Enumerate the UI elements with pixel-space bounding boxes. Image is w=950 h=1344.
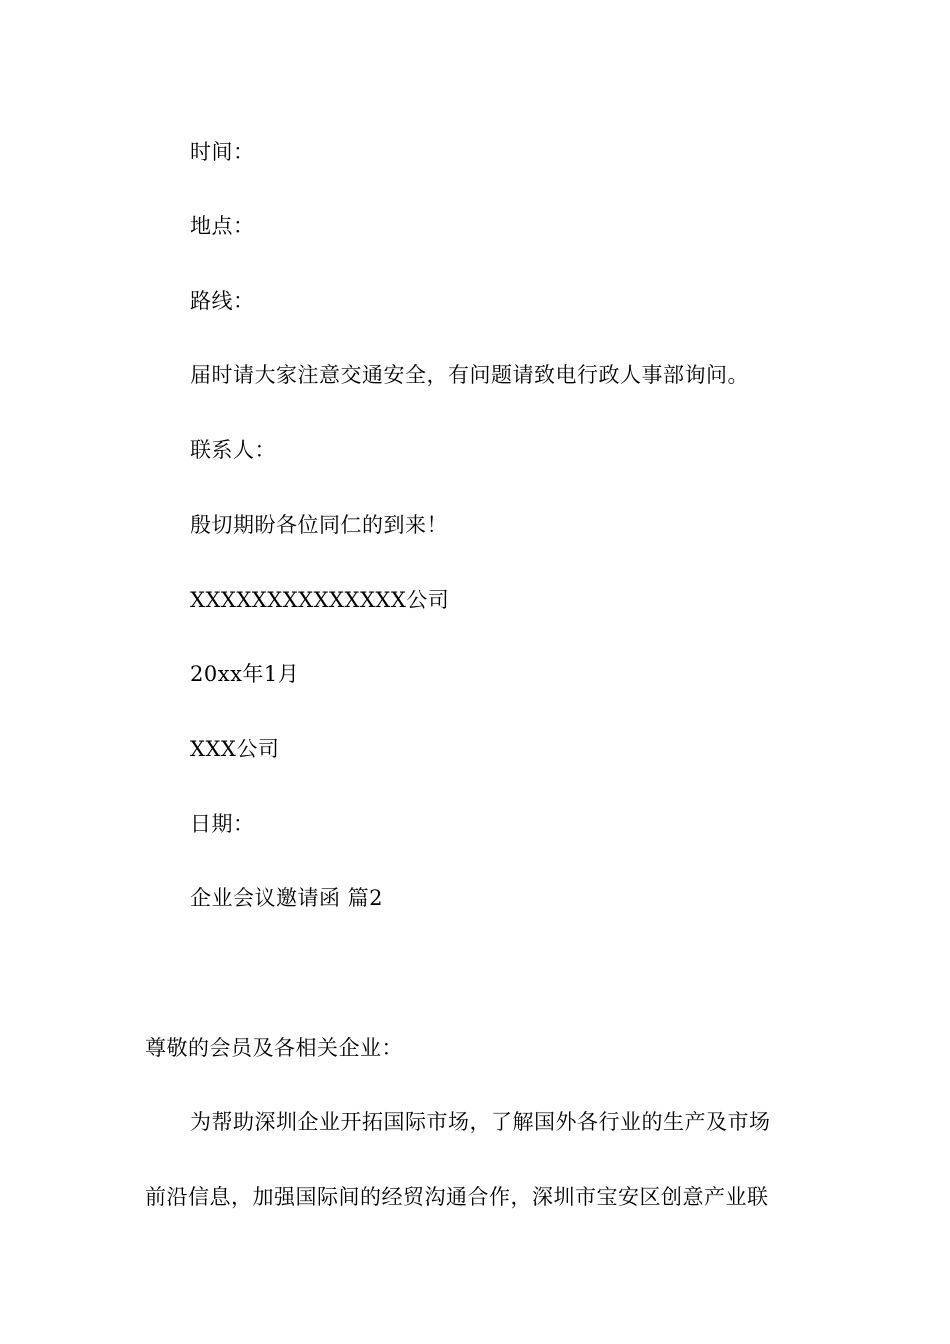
company-name: XXX公司 [190, 737, 280, 761]
paragraph-line-2: 前沿信息，加强国际间的经贸沟通合作，深圳市宝安区创意产业联 [145, 1185, 769, 1209]
location-label: 地点： [190, 214, 255, 238]
time-label: 时间： [190, 140, 255, 164]
route-label: 路线： [190, 289, 255, 313]
section-heading: 企业会议邀请函 篇2 [190, 886, 384, 910]
paragraph-line-1: 为帮助深圳企业开拓国际市场，了解国外各行业的生产及市场 [190, 1110, 771, 1134]
company-signature: XXXXXXXXXXXXXX公司 [190, 588, 450, 612]
salutation: 尊敬的会员及各相关企业： [145, 1036, 403, 1060]
contact-label: 联系人： [190, 438, 276, 462]
traffic-notice: 届时请大家注意交通安全，有问题请致电行政人事部询问。 [190, 363, 749, 387]
closing-line: 殷切期盼各位同仁的到来！ [190, 513, 448, 537]
date-line: 20xx年1月 [190, 662, 300, 686]
date-label: 日期： [190, 812, 255, 836]
